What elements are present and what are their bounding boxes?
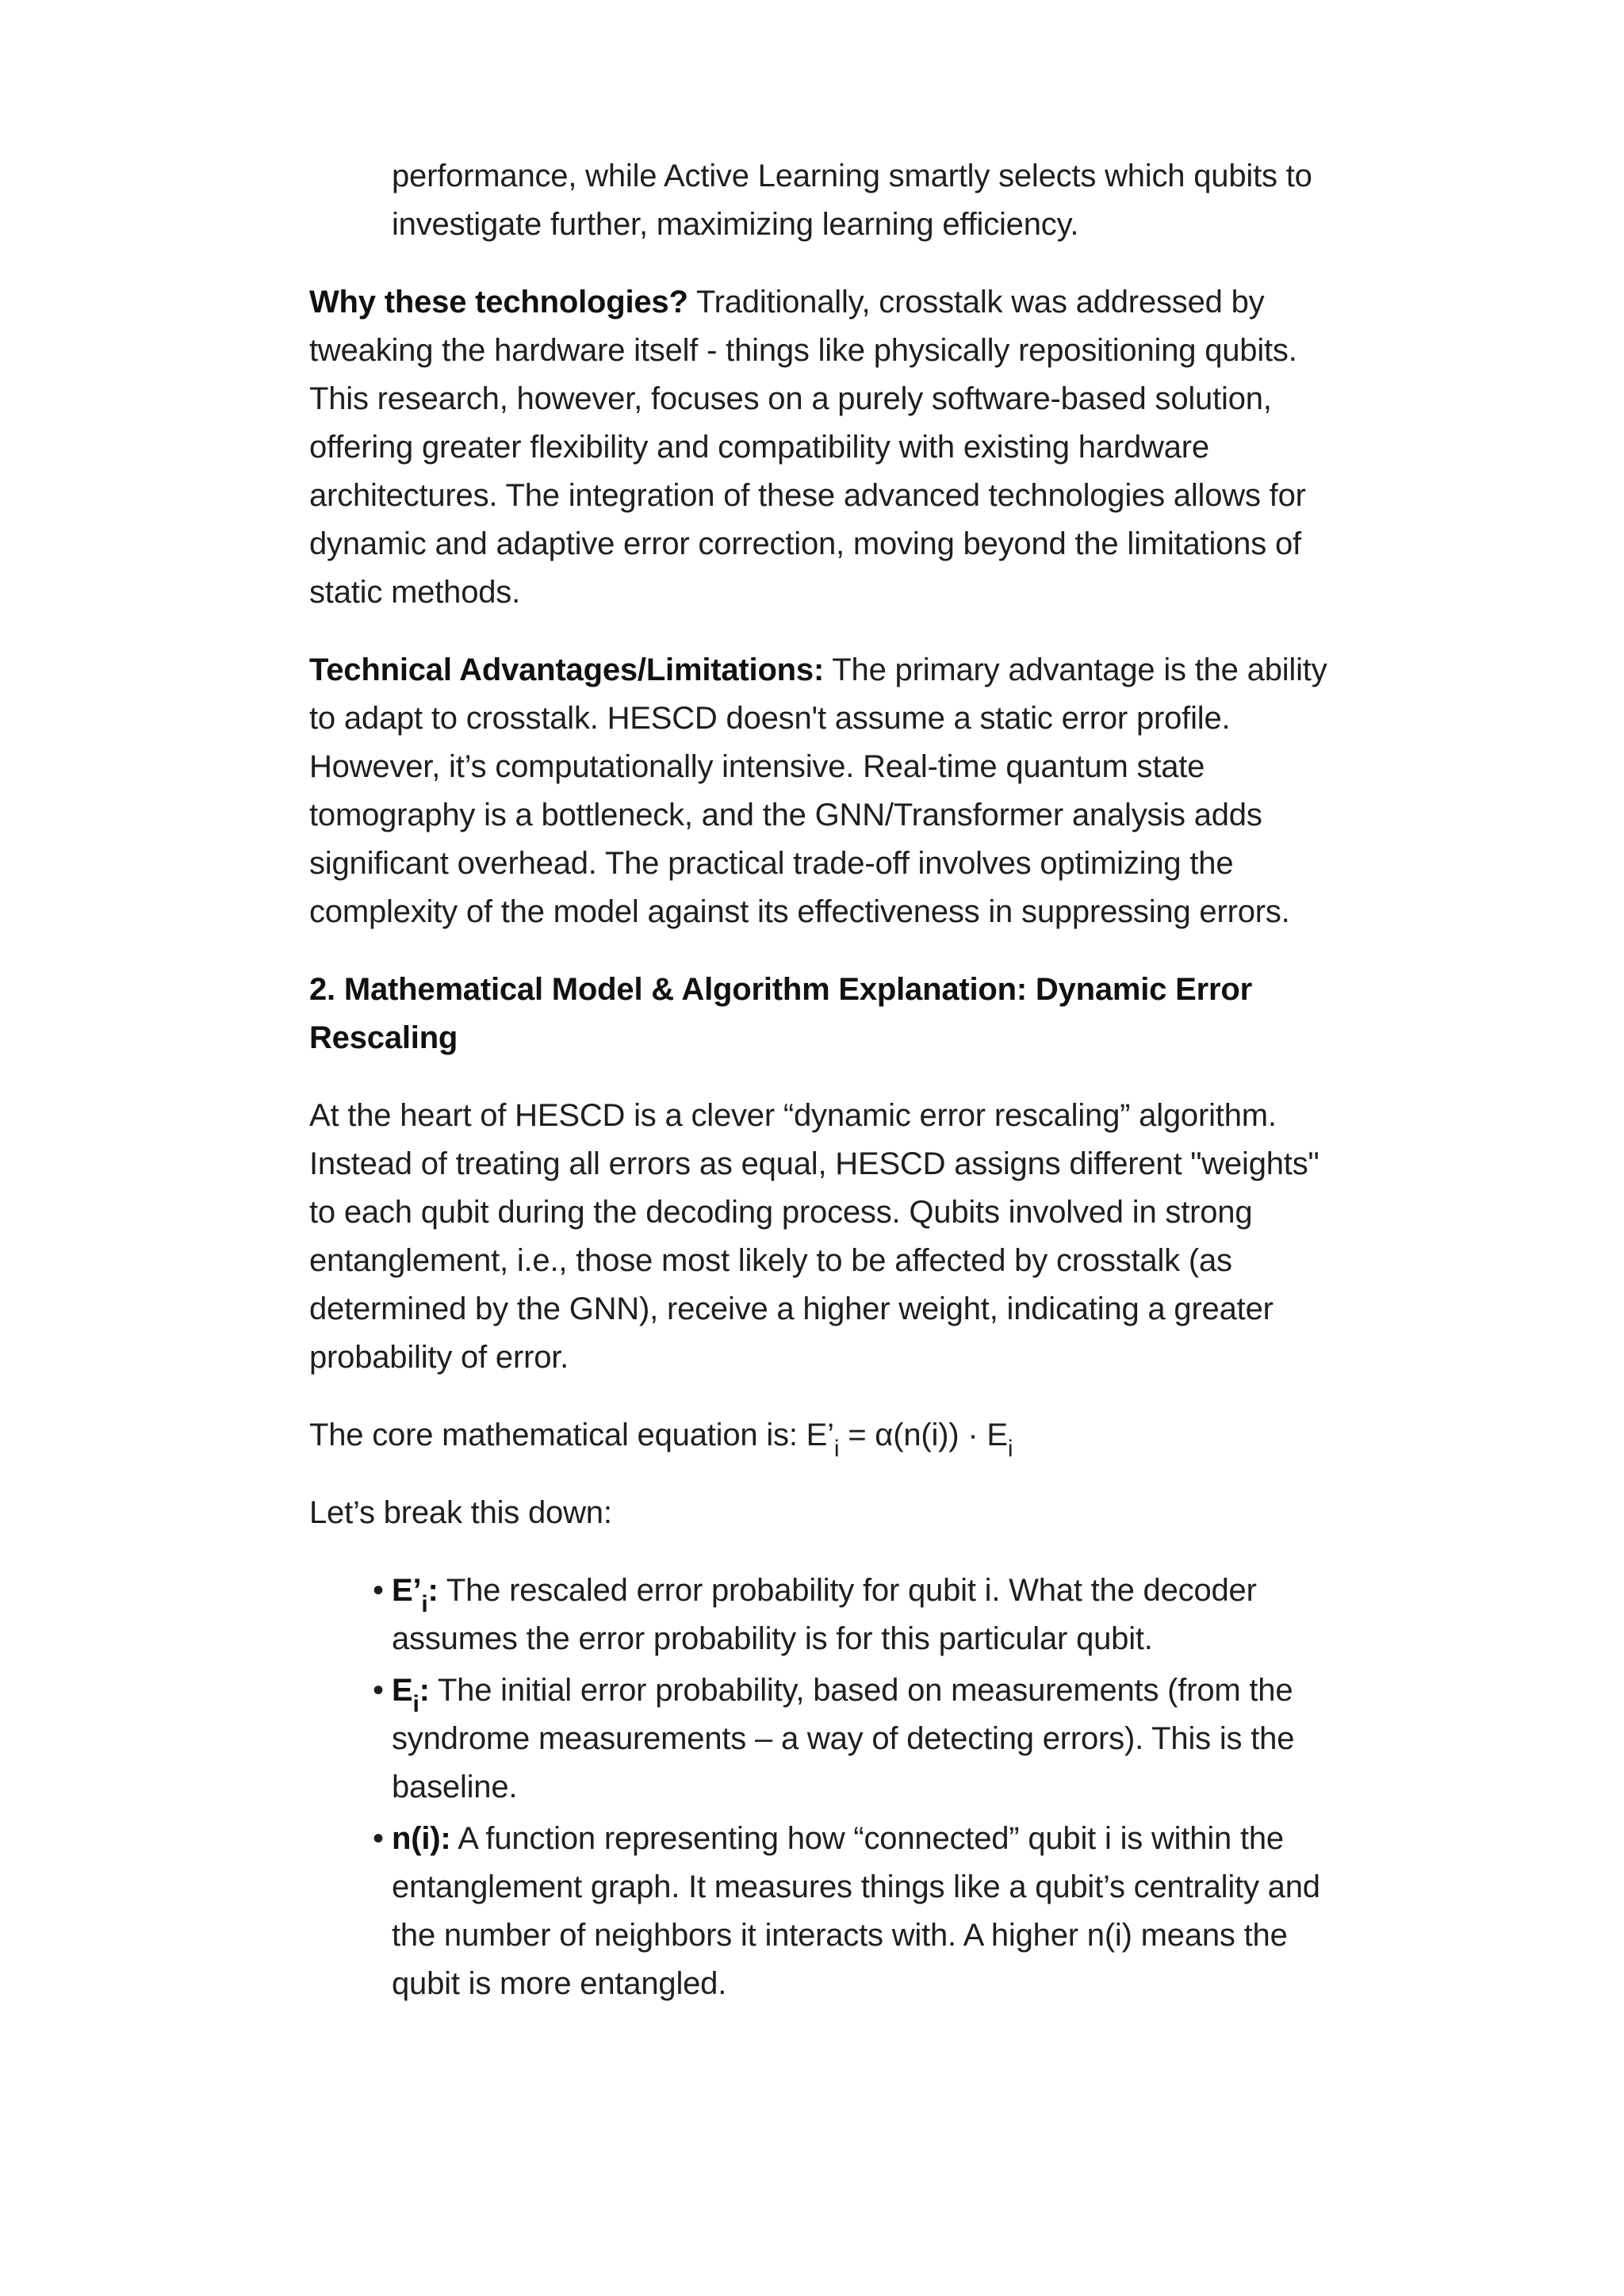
list-item xyxy=(373,1567,1332,1663)
why-technologies-text: Traditionally, crosstalk was addressed by tweaking the hardware itself - things like physically repositioning qubits. This research, however, focuses on a purely software-based solution, offering greater flexibility and compatibility with existing hardware architectures. The integration of these advanced technologies allows for dynamic and adaptive error correction, moving beyond the limitations of static methods. xyxy=(309,285,1306,610)
bullet-marker: • xyxy=(373,1673,384,1708)
document-body xyxy=(309,152,1332,2011)
equation-subscript-2: i xyxy=(1007,1436,1013,1462)
bullet-marker: • xyxy=(373,1821,384,1856)
advantages-label: Technical Advantages/Limitations: xyxy=(309,652,825,687)
term-label xyxy=(392,1821,451,1856)
term-subscript: i xyxy=(421,1591,428,1617)
equation-paragraph xyxy=(309,1411,1332,1460)
bullet-marker: • xyxy=(373,1573,384,1608)
why-technologies-label: Why these technologies? xyxy=(309,285,688,320)
term-text: E xyxy=(392,1673,413,1708)
advantages-text: The primary advantage is the ability to adapt to crosstalk. HESCD doesn't assume a static error profile. However, it’s computationally intensive. Real-time quantum state tomography is a bottleneck, and the GNN/Transformer analysis adds significant overhead. The practical trade-off involves optimizing the complexity of the model against its effectiveness in suppressing errors. xyxy=(309,652,1327,929)
term-text: E’ xyxy=(392,1573,422,1608)
equation-middle: = α(n(i)) · E xyxy=(839,1418,1008,1452)
term-colon: : xyxy=(419,1673,430,1708)
intro-paragraph: At the heart of HESCD is a clever “dynamic error rescaling” algorithm. Instead of treating all errors as equal, HESCD assigns different "weights" to each qubit during the decoding process. Qubits involved in strong entanglement, i.e., those most likely to be affected by crosstalk (as determined by the GNN), receive a higher weight, indicating a greater probability of error. xyxy=(309,1098,1320,1375)
term-text: n(i) xyxy=(392,1821,441,1856)
term-description: A function representing how “connected” qubit i is within the entanglement graph. It measures things like a qubit’s centrality and the number of neighbors it interacts with. A higher n(i) means the qubit is more entangled. xyxy=(392,1821,1320,2001)
term-list xyxy=(309,1567,1332,2008)
why-technologies-paragraph xyxy=(309,278,1332,617)
list-item xyxy=(373,1667,1332,1812)
term-label xyxy=(392,1673,430,1717)
breakdown-intro: Let’s break this down: xyxy=(309,1495,612,1530)
list-item xyxy=(373,1815,1332,2008)
term-colon: : xyxy=(427,1573,439,1608)
equation-subscript-1: i xyxy=(833,1436,840,1462)
section-heading: 2. Mathematical Model & Algorithm Explanation: Dynamic Error Rescaling xyxy=(309,972,1252,1055)
term-colon: : xyxy=(440,1821,451,1856)
term-description: The rescaled error probability for qubit i. What the decoder assumes the error probability is for this particular qubit. xyxy=(392,1573,1257,1656)
equation-prefix: The core mathematical equation is: E’ xyxy=(309,1418,834,1452)
term-subscript: i xyxy=(412,1691,419,1717)
advantages-paragraph xyxy=(309,646,1332,936)
continued-paragraph: performance, while Active Learning smartly selects which qubits to investigate further, maximizing learning efficiency. xyxy=(392,159,1312,242)
term-description: The initial error probability, based on measurements (from the syndrome measurements – a way of detecting errors). This is the baseline. xyxy=(392,1673,1295,1804)
term-label xyxy=(392,1573,439,1617)
